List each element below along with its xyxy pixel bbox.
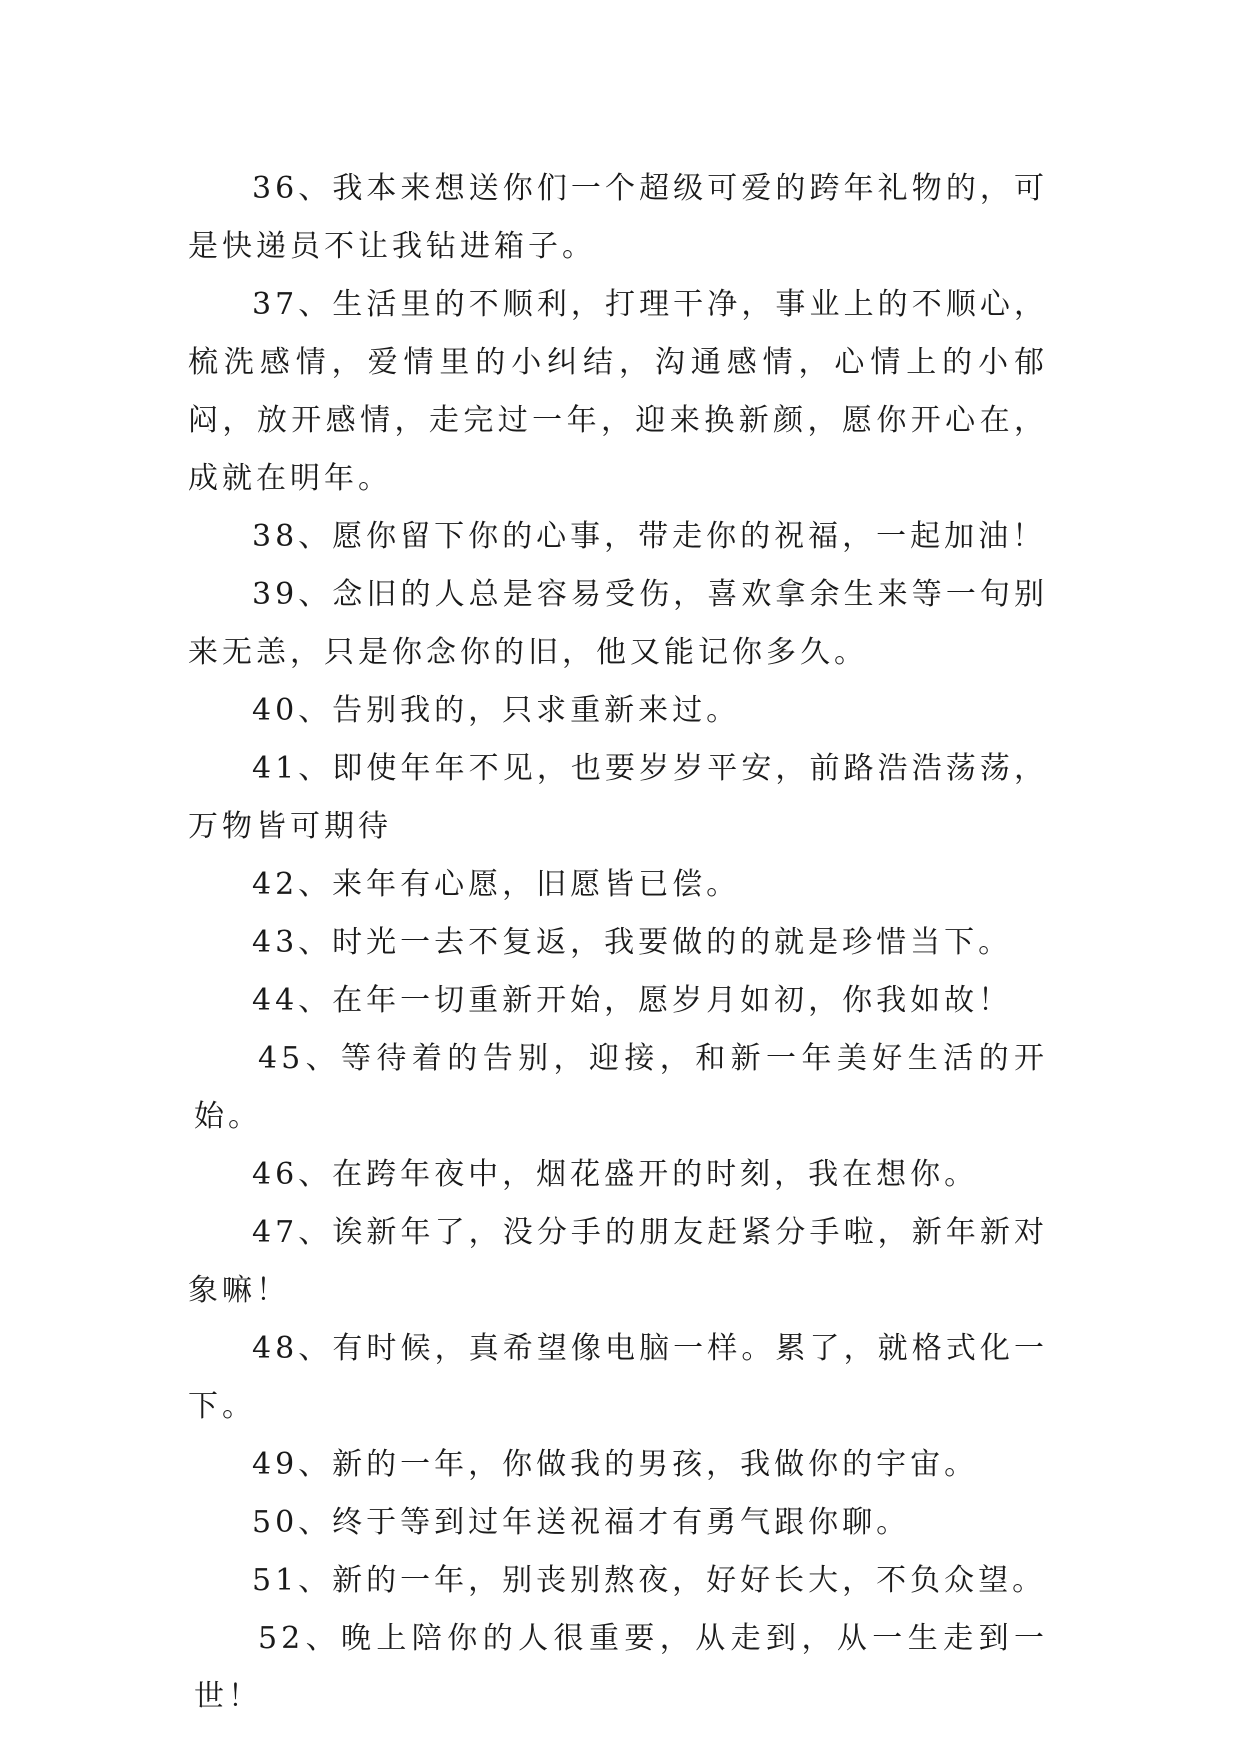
paragraph-40: 40、告别我的，只求重新来过。 [252,693,741,728]
paragraph-44: 44、在年一切重新开始，愿岁月如初，你我如故！ [252,983,1013,1018]
paragraph-49: 49、新的一年，你做我的男孩，我做你的宇宙。 [252,1447,979,1482]
paragraph-36: 36、我本来想送你们一个超级可爱的跨年礼物的，可是快递员不让我钻进箱子。 [188,171,1048,264]
paragraph-52: 52、晚上陪你的人很重要，从走到，从一生走到一世！ [194,1621,1048,1714]
paragraph-41: 41、即使年年不见，也要岁岁平安，前路浩浩荡荡，万物皆可期待 [188,751,1048,844]
paragraph-37: 37、生活里的不顺利，打理干净，事业上的不顺心，梳洗感情，爱情里的小纠结，沟通感情，心情上的小郁闷，放开感情，走完过一年，迎来换新颜，愿你开心在，成就在明年。 [188,287,1048,496]
paragraph-48: 48、有时候，真希望像电脑一样。累了，就格式化一下。 [188,1331,1048,1424]
paragraph-50: 50、终于等到过年送祝福才有勇气跟你聊。 [252,1505,911,1540]
paragraph-42: 42、来年有心愿，旧愿皆已偿。 [252,867,741,902]
paragraph-51: 51、新的一年，别丧别熬夜，好好长大，不负众望。 [252,1563,1047,1598]
document-body [188,160,1048,1726]
paragraph-39: 39、念旧的人总是容易受伤，喜欢拿余生来等一句别来无恙，只是你念你的旧，他又能记你多久。 [188,577,1048,670]
paragraph-38: 38、愿你留下你的心事，带走你的祝福，一起加油！ [252,519,1047,554]
paragraph-43: 43、时光一去不复返，我要做的的就是珍惜当下。 [252,925,1013,960]
paragraph-45: 45、等待着的告别，迎接，和新一年美好生活的开始。 [194,1041,1048,1134]
paragraph-46: 46、在跨年夜中，烟花盛开的时刻，我在想你。 [252,1157,979,1192]
paragraph-47: 47、诶新年了，没分手的朋友赶紧分手啦，新年新对象嘛！ [188,1215,1048,1308]
